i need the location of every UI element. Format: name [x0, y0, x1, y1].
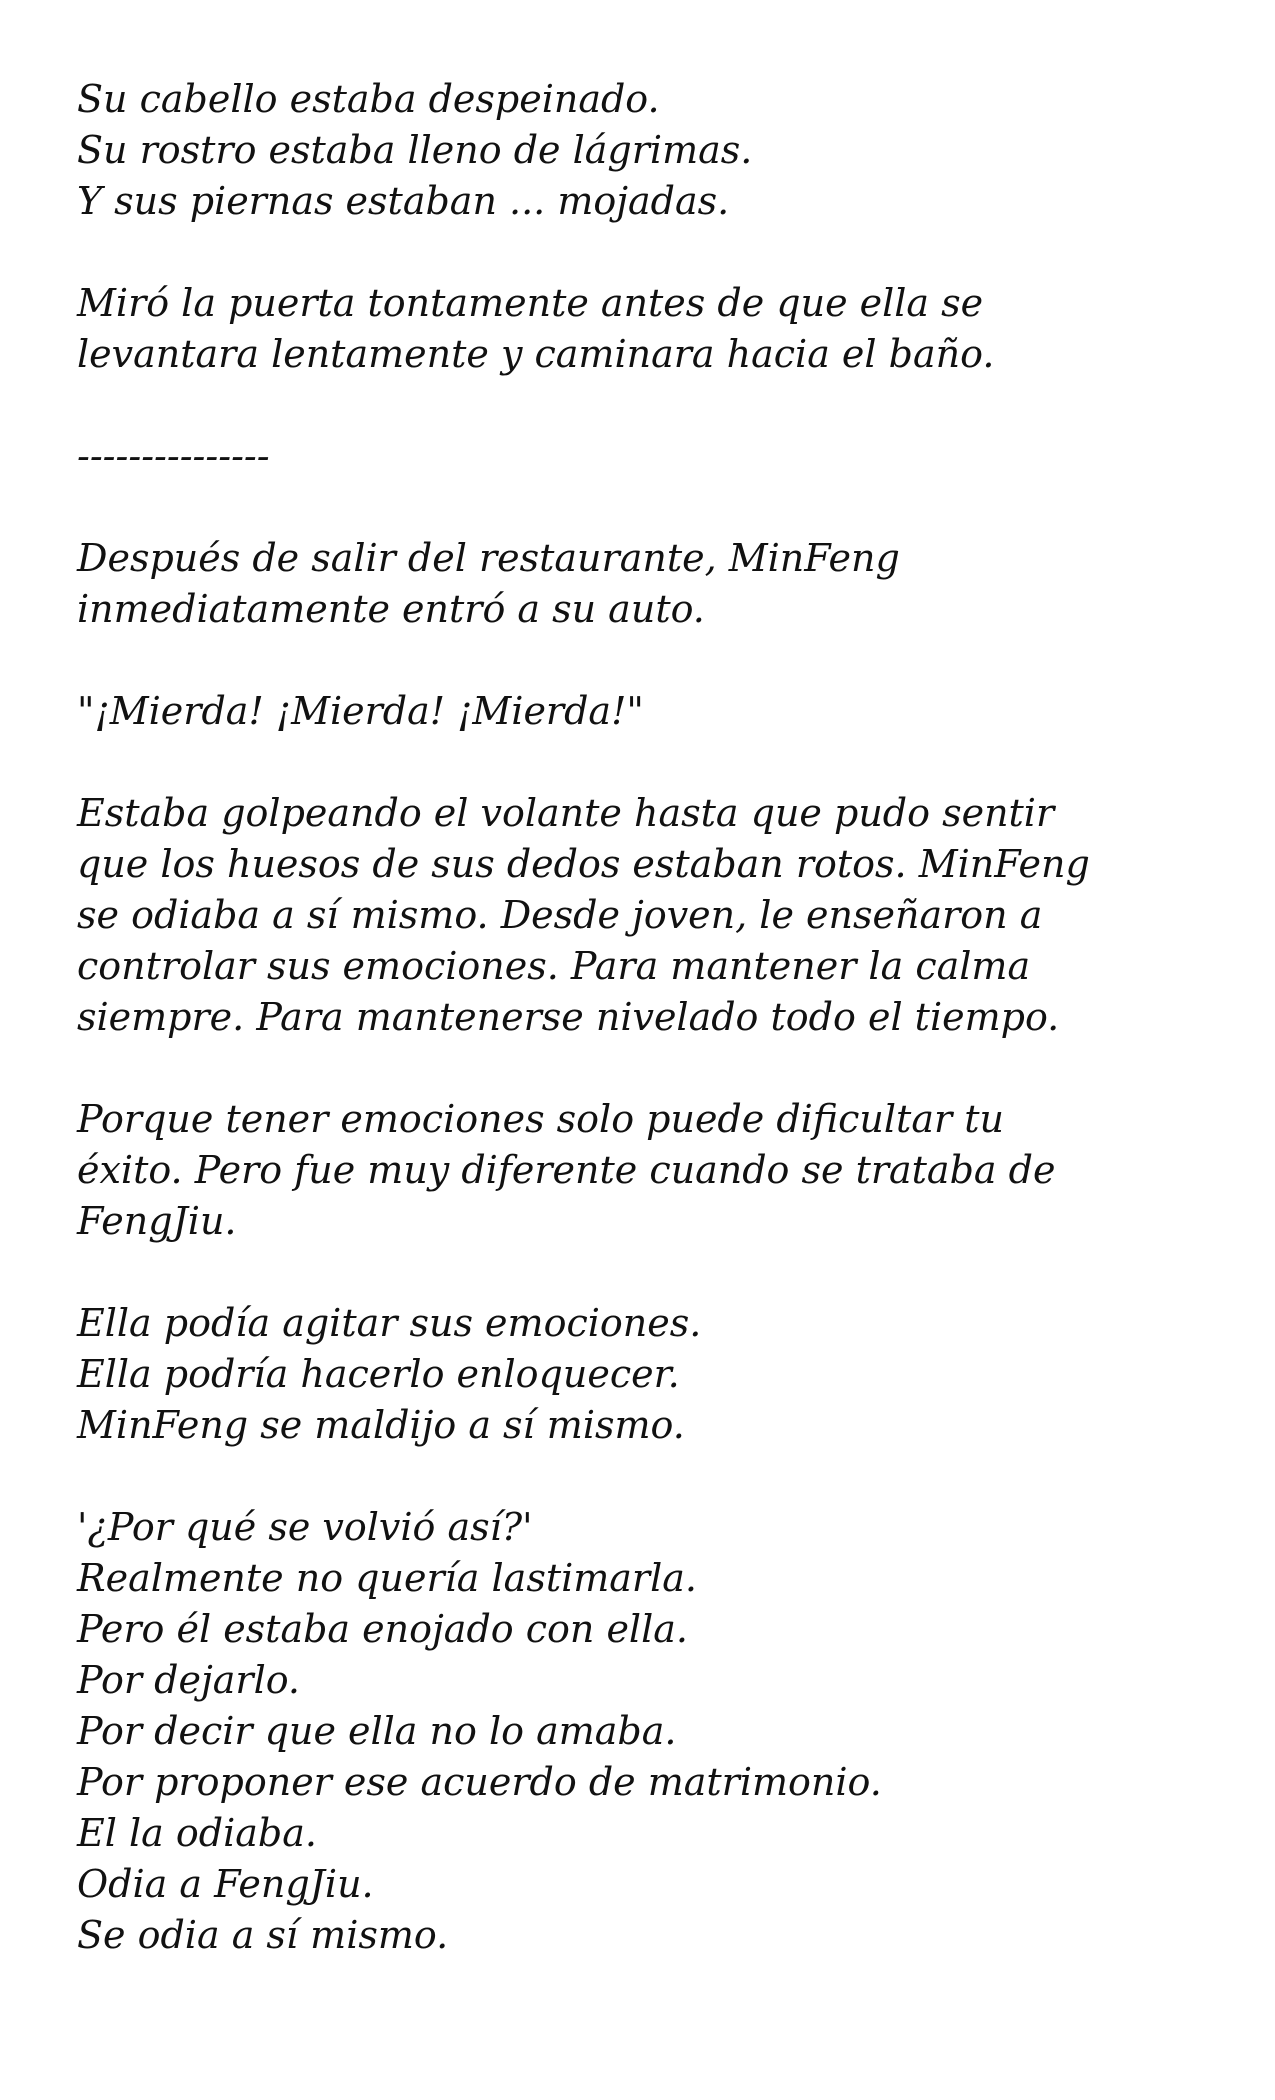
text-line: '¿Por qué se volvió así?' — [77, 1505, 533, 1549]
paragraph-7 — [77, 1298, 1227, 1451]
separator-line: --------------- — [77, 434, 270, 478]
text-line: Estaba golpeando el volante hasta que pudo sentir — [77, 791, 1055, 835]
text-line: Ella podía agitar sus emociones. — [77, 1301, 702, 1345]
text-line: Odia a FengJiu. — [77, 1862, 374, 1906]
paragraph-4 — [77, 686, 1227, 737]
text-line: Pero él estaba enojado con ella. — [77, 1607, 688, 1651]
text-line: Después de salir del restaurante, MinFeng — [77, 536, 900, 580]
text-line: controlar sus emociones. Para mantener la calma — [77, 944, 1031, 988]
text-line: FengJiu. — [77, 1199, 237, 1243]
paragraph-5 — [77, 788, 1227, 1043]
text-line: inmediatamente entró a su auto. — [77, 587, 705, 631]
text-line: Realmente no quería lastimarla. — [77, 1556, 697, 1600]
text-line: siempre. Para mantenerse nivelado todo el tiempo. — [77, 995, 1060, 1039]
section-separator — [77, 431, 1227, 482]
text-line: Porque tener emociones solo puede dificultar tu — [77, 1097, 1004, 1141]
text-line: Por proponer ese acuerdo de matrimonio. — [77, 1760, 882, 1804]
text-line: que los huesos de sus dedos estaban rotos. MinFeng — [77, 842, 1090, 886]
document-page — [77, 74, 1227, 2012]
paragraph-6 — [77, 1094, 1227, 1247]
text-line: MinFeng se maldijo a sí mismo. — [77, 1403, 685, 1447]
paragraph-1 — [77, 74, 1227, 227]
text-line: Se odia a sí mismo. — [77, 1913, 449, 1957]
text-line: Por decir que ella no lo amaba. — [77, 1709, 677, 1753]
paragraph-2 — [77, 278, 1227, 380]
text-line: Su rostro estaba lleno de lágrimas. — [77, 128, 753, 172]
text-line: "¡Mierda! ¡Mierda! ¡Mierda!" — [77, 689, 644, 733]
text-line: Por dejarlo. — [77, 1658, 301, 1702]
text-line: Su cabello estaba despeinado. — [77, 77, 660, 121]
text-line: éxito. Pero fue muy diferente cuando se trataba de — [77, 1148, 1056, 1192]
text-line: se odiaba a sí mismo. Desde joven, le enseñaron a — [77, 893, 1043, 937]
text-line: levantara lentamente y caminara hacia el baño. — [77, 332, 995, 376]
text-line: Y sus piernas estaban ... mojadas. — [77, 179, 730, 223]
text-line: Miró la puerta tontamente antes de que ella se — [77, 281, 984, 325]
text-line: Ella podría hacerlo enloquecer. — [77, 1352, 680, 1396]
paragraph-3 — [77, 533, 1227, 635]
paragraph-8 — [77, 1502, 1227, 1961]
text-line: El la odiaba. — [77, 1811, 317, 1855]
